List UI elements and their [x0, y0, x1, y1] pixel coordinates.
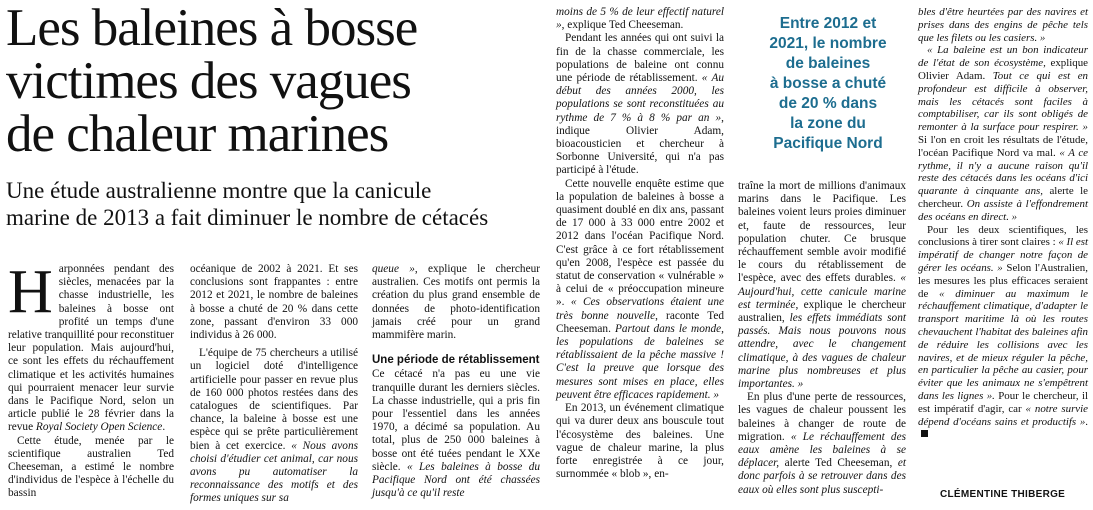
quote: Partout dans le monde, les populations de baleines se rétablissaient de la pêche massive ! C'est la preuve que lorsque des mesures sont mises en place, elles peuvent être efficaces rapidement. » — [556, 322, 724, 401]
paragraph-text: Cette nouvelle enquête estime que la population de baleines à bosse a quasiment doublé en dix ans, passant de 17 000 à 33 000 entre 2002 et 2012 dans l'océan Pacifique Nord. C'est grâce à ce fort rétablissement qu'en 2008, l'espèce est passée du statut de conservation « vulnérable » à celui de « préoccupation mineure ». — [556, 177, 724, 309]
paragraph — [556, 32, 724, 177]
quote: « Nous avons choisi d'étudier cet animal, car nous avons pu automatiser la reconnaissance des motifs et des formes uniques sur sa — [190, 439, 358, 505]
pull-quote-line: Entre 2012 et — [779, 15, 877, 32]
article-column-5 — [738, 180, 906, 497]
paragraph — [556, 6, 724, 32]
paragraph — [372, 263, 540, 342]
paragraph-text: Pour le chercheur, il est impératif d'agir, car — [918, 389, 1088, 415]
paragraph-text: , explique Ted Cheeseman. — [561, 19, 684, 32]
paragraph-text: explique Olivier Adam. — [918, 57, 1088, 82]
quote: bles d'être heurtées par des navires et prises dans des engins de pêche tels que les filets ou les casiers. » — [918, 6, 1088, 44]
headline-line: victimes des vagues — [6, 52, 411, 110]
article-column-4 — [556, 6, 724, 481]
pull-quote-line: de 20 % dans — [778, 95, 878, 112]
section-subtitle: Une période de rétablissement — [372, 354, 540, 367]
paragraph-text: alerte le chercheur. — [918, 185, 1088, 210]
paragraph — [918, 6, 1088, 44]
quote: queue » — [372, 263, 415, 275]
paragraph — [918, 44, 1088, 223]
paragraph: En 2013, un événement climatique qui va durer deux ans bouscule tout l'écosystème des baleines. Une vague de chaleur marine, la plus forte enregistrée à ce jour, surnommée « blob », en- — [556, 402, 724, 481]
quote: On assiste à l'effondrement des océans en direct. » — [918, 197, 1088, 223]
pull-quote-line: Pacifique Nord — [773, 135, 883, 152]
paragraph-text: , raconte Ted Cheeseman. — [556, 309, 724, 335]
quote: « Aujourd'hui, cette canicule marine est terminée, — [738, 272, 906, 311]
headline-line: Les baleines à bosse — [6, 0, 418, 57]
paragraph — [556, 178, 724, 402]
paragraph-text: Selon l'Australien, les mesures les plus efficaces seraient de — [918, 261, 1088, 300]
subheadline-line: marine de 2013 a fait diminuer le nombre de cétacés — [6, 205, 489, 230]
subheadline — [6, 177, 566, 231]
quote: « A ce rythme, il n'y a aucune raison qu'il reste des cétacés dans les océans d'ici quarante à cinquante ans, — [918, 146, 1088, 198]
paragraph — [372, 368, 540, 500]
article-column-6 — [918, 6, 1088, 441]
paragraph: Cette étude, menée par le scientifique australien Ted Cheeseman, a estimé le nombre d'individus de l'espèce à l'échelle du bassin — [8, 434, 174, 500]
journal-name: Royal Society Open Science — [35, 421, 163, 434]
end-mark-icon — [921, 430, 928, 437]
paragraph-text: . — [1085, 415, 1088, 428]
paragraph-text: arponnées pendant des siècles, menacées par la chasse industrielle, les baleines à bosse ont profité un temps d'une relative tranquillité pour reconstituer leur population. Mais aujourd'hui, ce sont les effets du réchauffement climatique et les activités humaines qui pourraient menacer leur survie dans le Pacifique Nord, selon un article publié le 28 février dans la revue — [8, 263, 174, 434]
paragraph — [738, 391, 906, 497]
pull-quote-line: à bosse a chuté — [769, 75, 887, 92]
pull-quote-line: 2021, le nombre — [769, 35, 887, 52]
paragraph — [918, 224, 1088, 442]
quote: les effets immédiats sont passés. Mais nous pouvons nous attendre, avec le changement climatique, à des vagues de chaleur marine plus nombreuses et plus importantes. » — [738, 312, 906, 391]
article-column-3 — [372, 263, 540, 500]
quote: « La baleine est un bon indicateur de l'état de son écosystème, — [918, 44, 1088, 70]
paragraph-text: Pour les deux scientifiques, les conclusions à tirer sont claires : — [918, 223, 1088, 249]
paragraph — [190, 347, 358, 505]
paragraph-text: , indique Olivier Adam, bioacousticien et chercheur à Sorbonne Université, qui n'a pas participé à l'étude. — [556, 111, 724, 177]
quote: « Au début des années 2000, les populations se sont reconstituées au rythme de 7 % à 8 % par an » — [556, 72, 724, 124]
byline: CLÉMENTINE THIBERGE — [940, 489, 1066, 500]
pull-quote-line: de baleines — [785, 55, 871, 72]
paragraph-text: explique le chercheur australien, — [738, 298, 906, 325]
pull-quote-line: la zone du — [790, 115, 866, 132]
paragraph-text: , explique le chercheur australien. Ces motifs ont permis la création du plus grand ensemble de données de photo-identification jamais créé pour un grand mammifère marin. — [372, 263, 541, 342]
quote: moins de 5 % de leur effectif naturel » — [556, 6, 724, 32]
quote: « Ces observations étaient une très bonne nouvelle — [556, 296, 724, 322]
quote: « notre survie dépend d'océans sains et productifs » — [918, 402, 1088, 428]
paragraph-text: Pendant les années qui ont suivi la fin de la chasse commerciale, les populations de baleine ont connu une période de rétablissement. — [556, 32, 724, 85]
paragraph — [8, 258, 174, 435]
paragraph-text: . — [162, 421, 166, 434]
quote: « Il est impératif de changer notre façon de gérer les océans. » — [918, 236, 1088, 274]
paragraph: océanique de 2002 à 2021. Et ses conclusions sont frappantes : entre 2012 et 2021, le nombre de baleines à bosse a chuté de 20 % dans cette zone, passant d'environ 33 000 individus à 26 000. — [190, 263, 358, 342]
headline — [6, 2, 566, 161]
paragraph-text: L'équipe de 75 chercheurs a utilisé un logiciel doté d'intelligence artificielle pour passer en revue plus de 160 000 photos restées dans des catalogues de scientifiques. Par chance, la baleine à bosse est une espèce qui se prête particulièrement bien à cet exercice. — [190, 347, 358, 452]
quote: et donc parfois à se retrouver dans des eaux où elles sont plus suscepti- — [738, 457, 906, 496]
paragraph-text: En plus d'une perte de ressources, les vagues de chaleur poussent les baleines à changer de route de migration. — [738, 391, 906, 443]
quote: « Le réchauffement des eaux amène les baleines à se déplacer, — [738, 430, 906, 470]
headline-line: de chaleur marines — [6, 105, 389, 163]
paragraph-text: alerte Ted Cheeseman, — [779, 457, 898, 470]
quote: « Les baleines à bosse du Pacifique Nord ont été chassées jusqu'à ce qu'il reste — [372, 460, 540, 500]
pull-quote — [748, 14, 908, 154]
paragraph — [738, 180, 906, 391]
quote: « diminuer au maximum le réchauffement climatique, d'adapter le transport maritime là où les routes chevauchent l'habitat des baleines afin de réduire les collisions avec les navires, et de mieux réguler la pêche, en particulier la pêche au casier, pour éviter que les animaux ne s'empêtrent dans les lignes ». — [918, 287, 1088, 402]
quote: Tout ce qui est en profondeur est difficile à observer, mais les cétacés sont faciles à comptabiliser, car ils sont obligés de remonter à la surface pour respirer. » — [918, 69, 1089, 134]
subheadline-line: Une étude australienne montre que la canicule — [6, 178, 432, 203]
paragraph-text: Ce cétacé n'a pas eu une vie tranquille durant les derniers siècles. La chasse industrielle, qui a pris fin pour l'essentiel dans les années 1970, a décimé sa population. Au total, plus de 250 000 baleines à bosse ont été tuées pendant le XXe siècle. — [372, 368, 540, 473]
article-column-1 — [8, 258, 174, 501]
paragraph-text: Si l'on en croit les résultats de l'étude, l'océan Pacifique Nord va mal. — [918, 133, 1088, 159]
paragraph-text: traîne la mort de millions d'animaux marins dans le Pacifique. Les baleines voient leurs proies diminuer et, faute de ressources, leur population chuter. Ce brusque réchauffement semble avoir modifié le cours du rétablissement de l'espèce, avec des effets durables. — [738, 180, 906, 285]
drop-cap: H — [8, 258, 53, 326]
article-column-2 — [190, 263, 358, 506]
